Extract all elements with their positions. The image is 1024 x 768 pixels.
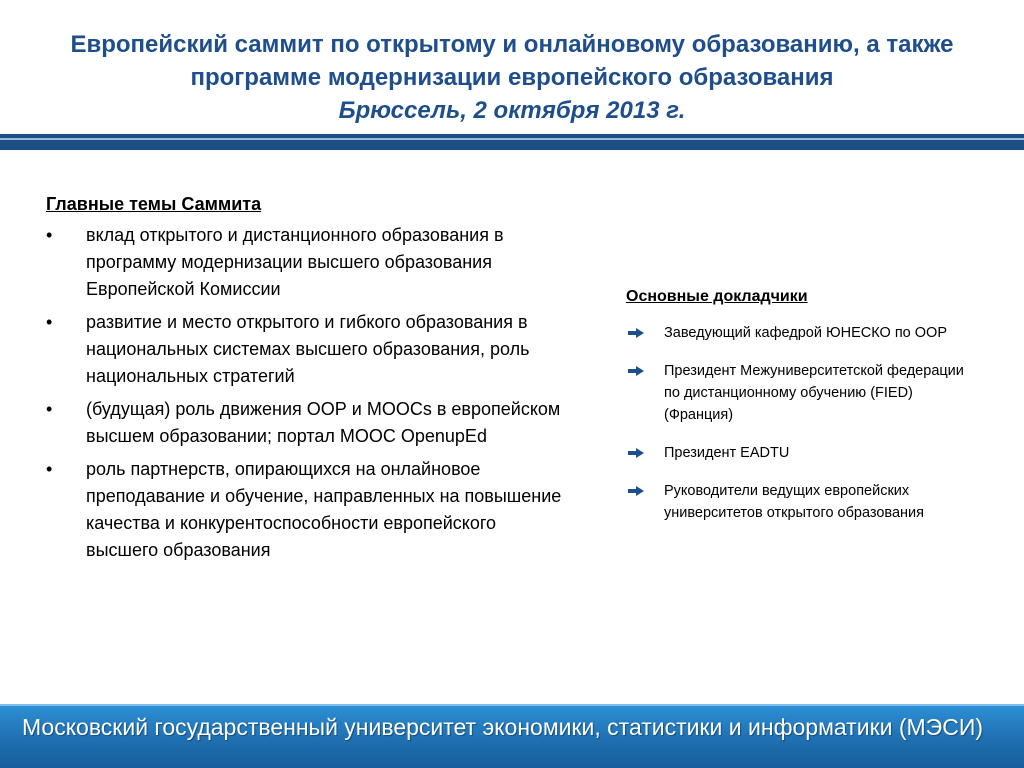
list-item	[626, 442, 976, 464]
list-item	[46, 309, 566, 390]
speaker-text: Президент Межуниверситетской федерации по дистанционному обучению (FIED) (Франция)	[664, 363, 964, 423]
bullet-icon: •	[46, 399, 53, 419]
bullet-icon: •	[46, 312, 53, 332]
speakers-section	[626, 286, 976, 540]
themes-list	[46, 222, 566, 564]
slide-header	[0, 0, 1024, 134]
speaker-text: Заведующий кафедрой ЮНЕСКО по ООР	[664, 325, 947, 341]
arrow-right-icon	[628, 328, 644, 338]
list-item	[46, 456, 566, 564]
theme-text: развитие и место открытого и гибкого образования в национальных системах высшего образования, роль национальных стратегий	[86, 312, 530, 386]
list-item	[46, 222, 566, 303]
date-line: Брюссель, 2 октября 2013 г.	[338, 97, 686, 124]
list-item	[626, 480, 976, 524]
speaker-text: Президент EADTU	[664, 445, 790, 461]
bullet-icon: •	[46, 459, 53, 479]
title-line-1: Европейский саммит по открытому и онлайновому образованию, а также	[70, 31, 954, 58]
footer-banner	[0, 704, 1024, 768]
theme-text: (будущая) роль движения ООР и MOOCs в европейском высшем образовании; портал MOOC OpenupEd	[86, 399, 561, 446]
footer-university-name: Московский государственный университет экономики, статистики и информатики (МЭСИ)	[22, 714, 984, 740]
speakers-list	[626, 322, 976, 524]
list-item	[626, 360, 976, 426]
arrow-right-icon	[628, 366, 644, 376]
theme-text: роль партнерств, опирающихся на онлайновое преподавание и обучение, направленных на повышение качества и конкурентоспособности европейского высшего образования	[86, 459, 562, 560]
speaker-text: Руководители ведущих европейских университетов открытого образования	[664, 483, 924, 521]
theme-text: вклад открытого и дистанционного образования в программу модернизации высшего образования Европейской Комиссии	[86, 225, 504, 299]
title-line-2: программе модернизации европейского образования	[190, 64, 834, 91]
header-divider-thick	[0, 140, 1024, 150]
list-item	[626, 322, 976, 344]
themes-section	[46, 192, 566, 570]
themes-heading: Главные темы Саммита	[46, 194, 262, 214]
list-item	[46, 396, 566, 450]
speakers-heading: Основные докладчики	[626, 288, 808, 305]
bullet-icon: •	[46, 225, 53, 245]
arrow-right-icon	[628, 448, 644, 458]
arrow-right-icon	[628, 486, 644, 496]
